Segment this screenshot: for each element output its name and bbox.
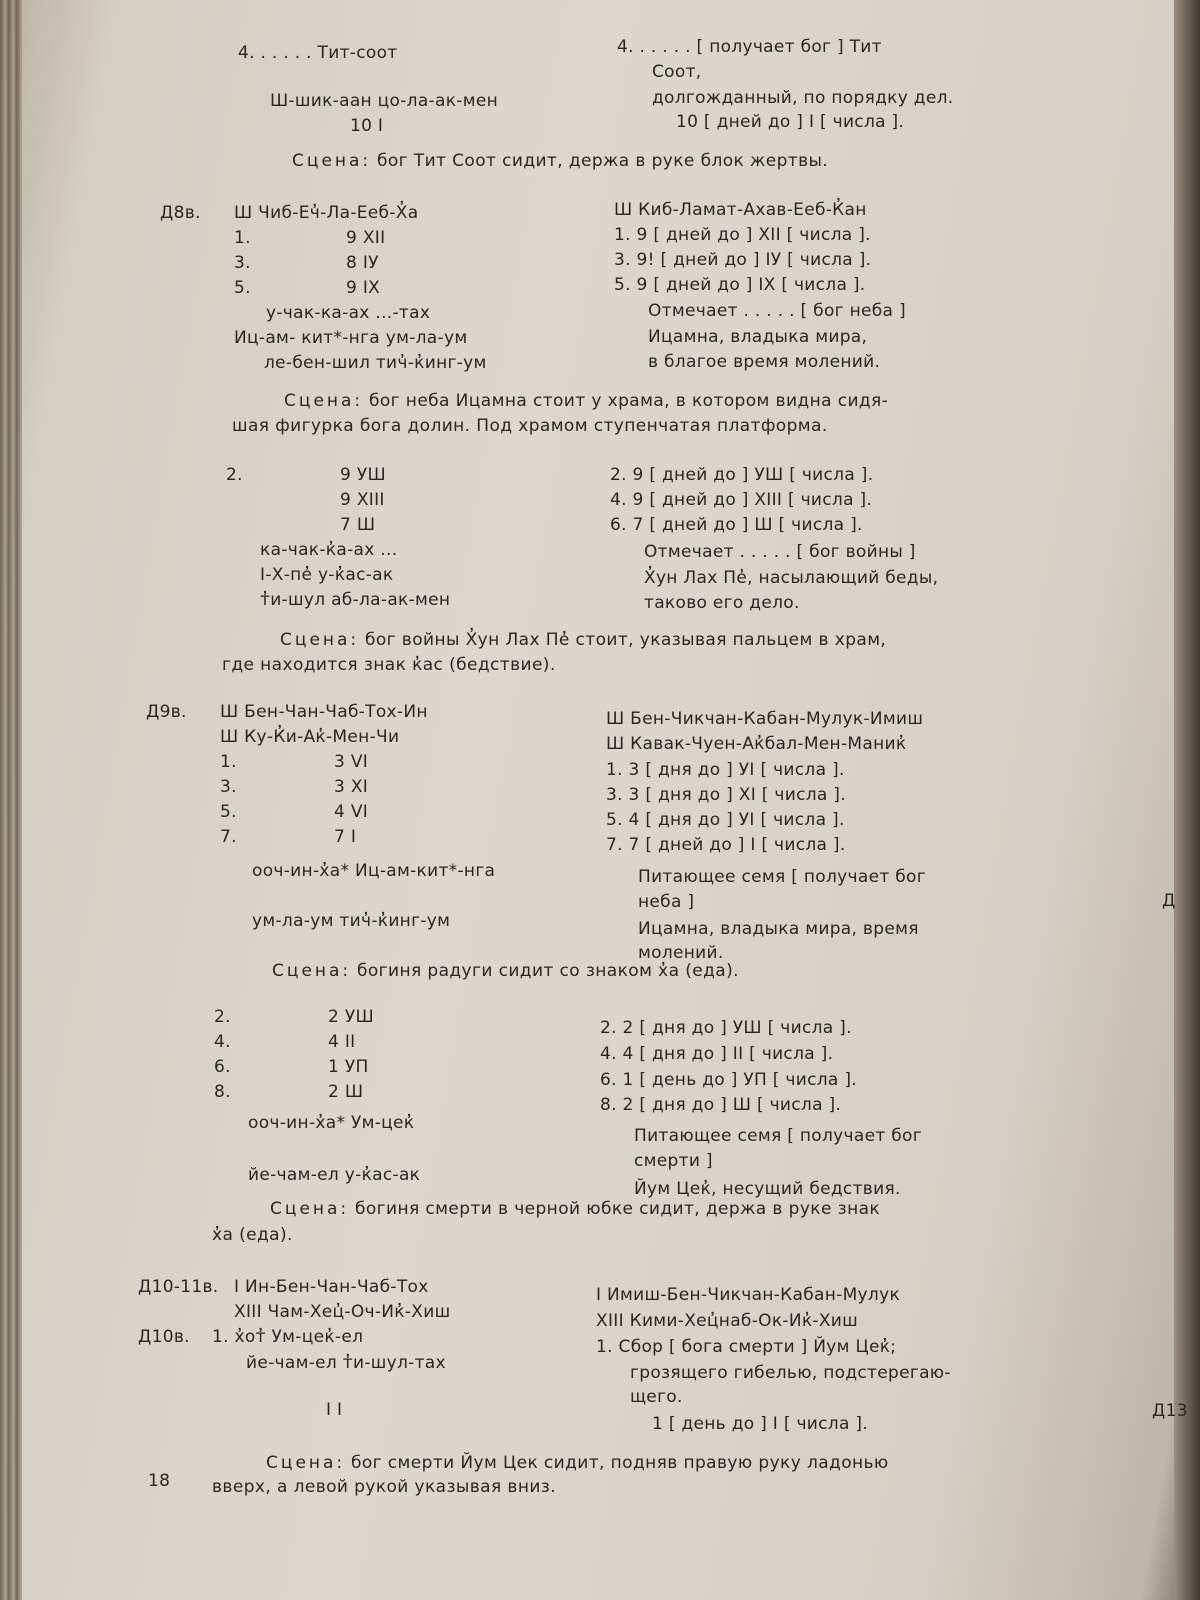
- entry-label: Д8в.: [160, 203, 201, 223]
- b1-right-line: 10 [ дней до ] I [ числа ].: [676, 112, 905, 132]
- b4-left-line: 3.: [220, 777, 237, 797]
- b5-left-line: 6.: [214, 1057, 231, 1077]
- b1-right-line: Соот,: [652, 62, 702, 82]
- b2-left-line: 5.: [234, 278, 251, 298]
- b3-scene-cont: где находится знак к̓ас (бедствие).: [222, 655, 556, 675]
- b3-left-line: 2.: [226, 465, 243, 485]
- b6-scene-cont: вверх, а левой рукой указывая вниз.: [212, 1477, 557, 1497]
- b3-right-line: Х̓ун Лах Пе̓, насылающий беды,: [644, 568, 939, 588]
- b6-right-line: XIII Кими-Хец̓наб-Ок-Ик̓-Хиш: [596, 1311, 858, 1331]
- entry-label: Д10в.: [138, 1327, 190, 1347]
- b4-right-line: Ицамна, владыка мира, время: [638, 919, 919, 939]
- b2-right-line: 1. 9 [ дней до ] XII [ числа ].: [614, 225, 871, 245]
- b1-scene: [292, 150, 828, 172]
- scene-label: Сцена:: [266, 1453, 346, 1473]
- scene-label: Сцена:: [292, 151, 372, 171]
- b4-right-line: Питающее семя [ получает бог: [638, 867, 926, 887]
- scene-text: бог смерти Йум Цек сидит, подняв правую руку ладонью: [350, 1453, 889, 1473]
- scene-text: богиня смерти в черной юбке сидит, держа в руке знак: [354, 1199, 881, 1219]
- b4-right-line: 1. 3 [ дня до ] УI [ числа ].: [606, 760, 845, 780]
- b5-right-line: 6. 1 [ день до ] УП [ числа ].: [600, 1070, 857, 1090]
- b2-right-line: в благое время молений.: [648, 352, 881, 372]
- b2-scene: [284, 390, 888, 412]
- margin-mark: Д: [1162, 891, 1176, 911]
- b4-left-line: 7 I: [334, 827, 357, 847]
- scene-label: Сцена:: [270, 1199, 350, 1219]
- b2-right-line: 3. 9! [ дней до ] IУ [ числа ].: [614, 250, 872, 270]
- b6-right-line: I Имиш-Бен-Чикчан-Кабан-Мулук: [596, 1285, 901, 1305]
- b4-left-line: ум-ла-ум тич̓-к̓инг-ум: [252, 911, 451, 931]
- b6-right-line: 1 [ день до ] I [ числа ].: [652, 1414, 869, 1434]
- scene-text: бог войны Х̓ун Лах Пе̓ стоит, указывая пальцем в храм,: [364, 630, 887, 650]
- b2-left-line: Иц-ам- кит*-нга ум-ла-ум: [234, 328, 468, 348]
- b4-right-line: неба ]: [638, 892, 695, 912]
- b4-left-line: Ш Ку-К̓и-Ак̓-Мен-Чи: [220, 727, 400, 747]
- scene-text: богиня радуги сидит со знаком х̓а (еда).: [356, 961, 739, 981]
- b4-right-line: молений.: [638, 943, 724, 963]
- b5-left-line: ооч-ин-х̓а* Ум-цек̓: [248, 1113, 415, 1133]
- page-number: 18: [148, 1471, 171, 1491]
- scene-text: бог Тит Соот сидит, держа в руке блок жертвы.: [376, 151, 829, 171]
- book-spine: [1174, 0, 1200, 1600]
- b3-right-line: 4. 9 [ дней до ] XIII [ числа ].: [610, 490, 873, 510]
- b3-right-line: Отмечает . . . . . [ бог войны ]: [644, 542, 916, 562]
- b4-scene: [272, 960, 739, 982]
- b2-left-line: Ш Чиб-Еч̓-Ла-Ееб-Х̓а: [234, 203, 419, 223]
- b3-left-line: т̓и-шул аб-ла-ак-мен: [260, 590, 451, 610]
- b4-right-line: 3. 3 [ дня до ] XI [ числа ].: [606, 785, 846, 805]
- b5-right-line: Питающее семя [ получает бог: [634, 1126, 922, 1146]
- b3-left-line: 7 Ш: [340, 515, 376, 535]
- b1-right-line: долгожданный, по порядку дел.: [652, 88, 954, 108]
- b2-right-line: Ицамна, владыка мира,: [648, 327, 868, 347]
- b4-left-line: 3 XI: [334, 777, 369, 797]
- b6-left-line: 1. х̓от̓ Ум-цек̓-ел: [212, 1327, 364, 1347]
- b2-right-line: 5. 9 [ дней до ] IX [ числа ].: [614, 275, 866, 295]
- scene-text: бог неба Ицамна стоит у храма, в котором видна сидя-: [368, 391, 889, 411]
- entry-label: Д9в.: [146, 702, 187, 722]
- b4-left-line: 7.: [220, 827, 237, 847]
- b2-left-line: 9 IX: [346, 278, 381, 298]
- b4-right-line: Ш Бен-Чикчан-Кабан-Мулук-Имиш: [606, 709, 924, 729]
- b6-right-line: 1. Сбор [ бога смерти ] Йум Цек̓;: [596, 1337, 897, 1357]
- b2-left-line: у-чак-ка-ах ...-тах: [266, 303, 431, 323]
- b2-scene-cont: шая фигурка бога долин. Под храмом ступенчатая платформа.: [232, 416, 828, 436]
- b5-scene: [270, 1198, 880, 1220]
- b6-left-line: XIII Чам-Хец̓-Оч-Ик̓-Хиш: [234, 1302, 451, 1322]
- b4-right-line: Ш Кавак-Чуен-Ак̓бал-Мен-Маник̓: [606, 734, 907, 754]
- b3-scene: [280, 629, 886, 651]
- b3-left-line: 9 УШ: [340, 465, 386, 485]
- b5-right-line: 2. 2 [ дня до ] УШ [ числа ].: [600, 1018, 852, 1038]
- b5-left-line: 2.: [214, 1007, 231, 1027]
- b2-right-line: Отмечает . . . . . [ бог неба ]: [648, 301, 906, 321]
- b2-left-line: 9 XII: [346, 228, 386, 248]
- b2-left-line: 3.: [234, 253, 251, 273]
- b2-right-line: Ш Киб-Ламат-Ахав-Ееб-К̓ан: [614, 200, 867, 220]
- b4-left-line: 3 VI: [334, 752, 369, 772]
- b5-right-line: 8. 2 [ дня до ] Ш [ числа ].: [600, 1095, 842, 1115]
- b3-left-line: I-Х-пе̓ у-к̓ас-ак: [260, 565, 394, 585]
- b3-right-line: 6. 7 [ дней до ] Ш [ числа ].: [610, 515, 863, 535]
- b5-left-line: 8.: [214, 1082, 231, 1102]
- b5-right-line: 4. 4 [ дня до ] II [ числа ].: [600, 1044, 834, 1064]
- margin-mark: Д13: [1152, 1401, 1188, 1421]
- b2-left-line: 1.: [234, 228, 251, 248]
- b2-left-line: 8 IУ: [346, 253, 379, 273]
- b3-left-line: 9 XIII: [340, 490, 385, 510]
- b3-left-line: ка-чак-к̓а-ах ...: [260, 540, 398, 560]
- b4-left-line: 1.: [220, 752, 237, 772]
- b6-left-line: йе-чам-ел т̓и-шул-тах: [246, 1353, 446, 1373]
- b3-right-line: 2. 9 [ дней до ] УШ [ числа ].: [610, 465, 874, 485]
- b5-left-line: йе-чам-ел у-к̓ас-ак: [248, 1165, 421, 1185]
- b4-right-line: 7. 7 [ дней до ] I [ числа ].: [606, 835, 846, 855]
- b5-left-line: 2 Ш: [328, 1082, 364, 1102]
- entry-label: Д10-11в.: [138, 1277, 219, 1297]
- scene-label: Сцена:: [272, 961, 352, 981]
- b6-right-line: грозящего гибелью, подстерегаю-: [630, 1363, 951, 1383]
- b5-left-line: 2 УШ: [328, 1007, 374, 1027]
- b4-left-line: 5.: [220, 802, 237, 822]
- scene-label: Сцена:: [280, 630, 360, 650]
- b4-left-line: 4 VI: [334, 802, 369, 822]
- b5-right-line: смерти ]: [634, 1151, 713, 1171]
- b4-left-line: ооч-ин-х̓а* Иц-ам-кит*-нга: [252, 861, 496, 881]
- b5-scene-cont: х̓а (еда).: [212, 1225, 293, 1245]
- b5-left-line: 4.: [214, 1032, 231, 1052]
- b6-scene: [266, 1452, 889, 1474]
- b6-left-line: I Ин-Бен-Чан-Чаб-Тох: [234, 1277, 429, 1297]
- b1-left-line: 4. . . . . . Тит-соот: [238, 43, 398, 63]
- page-edge: [0, 0, 22, 1600]
- b5-left-line: 1 УП: [328, 1057, 369, 1077]
- b3-right-line: таково его дело.: [644, 593, 800, 613]
- b1-left-line: Ш-шик-аан цо-ла-ак-мен: [270, 91, 499, 111]
- b1-left-line: 10 I: [350, 116, 384, 136]
- b5-right-line: Йум Цек̓, несущий бедствия.: [634, 1179, 901, 1199]
- scene-label: Сцена:: [284, 391, 364, 411]
- b5-left-line: 4 II: [328, 1032, 356, 1052]
- b2-left-line: ле-бен-шил тич̓-к̓инг-ум: [264, 353, 487, 373]
- b4-right-line: 5. 4 [ дня до ] УI [ числа ].: [606, 810, 845, 830]
- b6-right-line: щего.: [630, 1387, 683, 1407]
- b4-left-line: Ш Бен-Чан-Чаб-Тох-Ин: [220, 702, 428, 722]
- b6-left-line: I I: [326, 1400, 343, 1420]
- b1-right-line: 4. . . . . . [ получает бог ] Тит: [617, 37, 882, 57]
